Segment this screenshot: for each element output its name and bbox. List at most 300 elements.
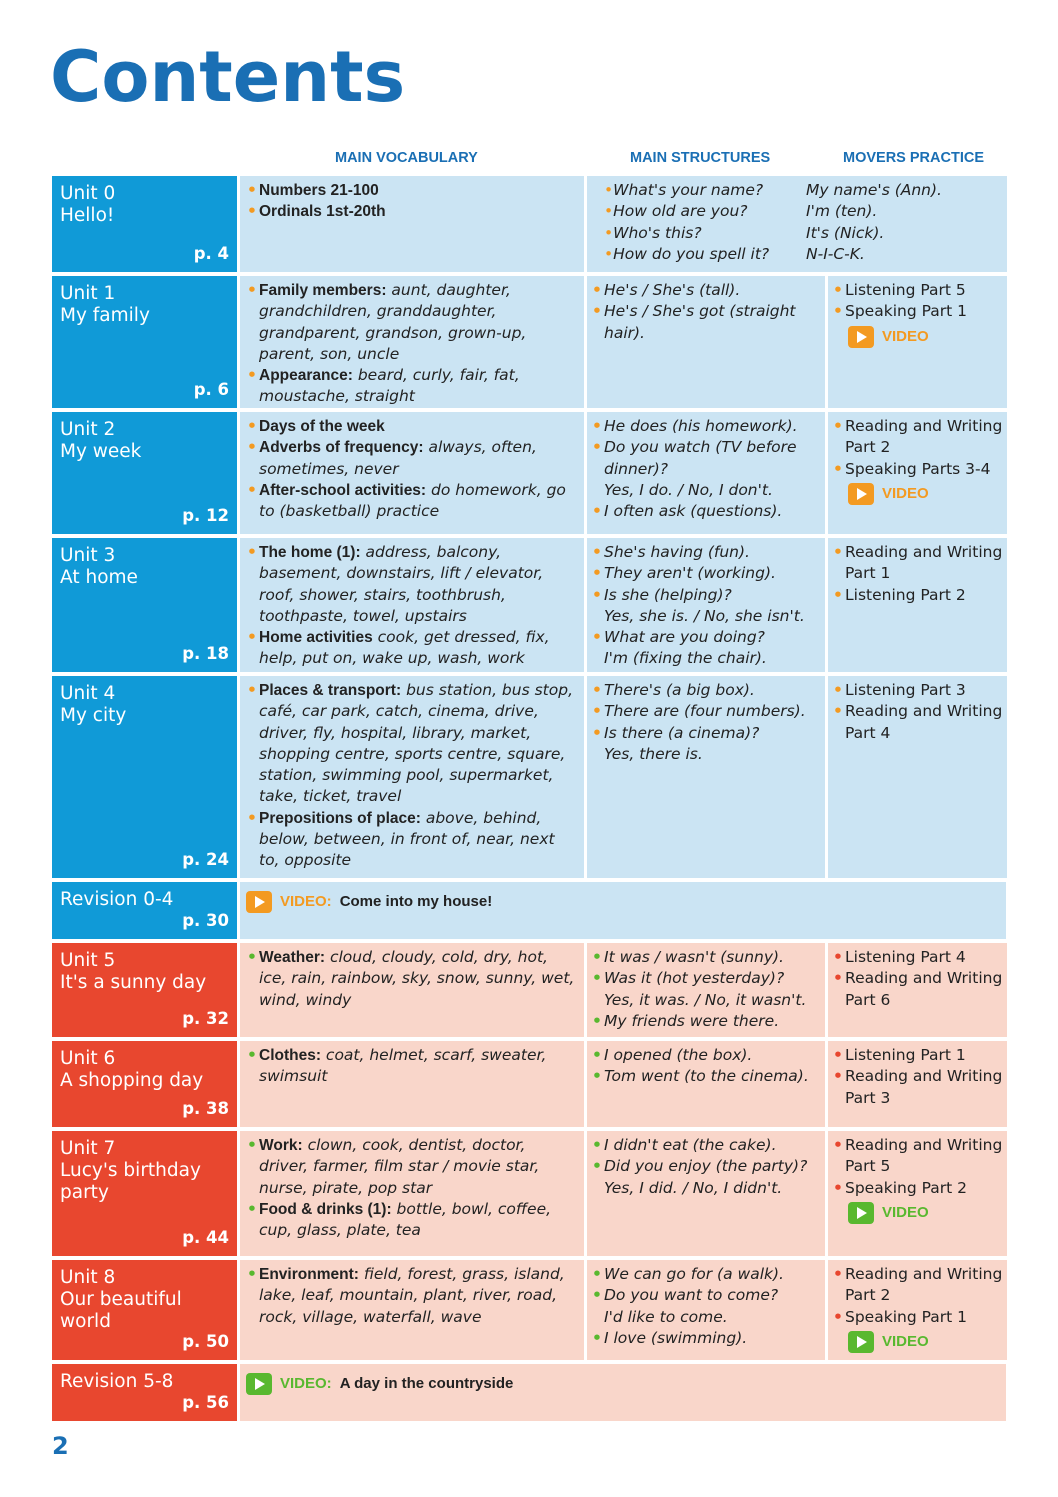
movers-practice-cell (828, 676, 1007, 878)
structure-text: Did you enjoy (the party)? (604, 1157, 808, 1176)
bullet-dot: • (592, 1328, 602, 1347)
movers-list (832, 542, 1003, 606)
bullet-dot: • (592, 702, 602, 721)
movers-item (832, 1307, 1003, 1328)
structure-text: My friends were there. (604, 1011, 780, 1030)
bullet-dot: • (592, 281, 602, 299)
bullet-dot: • (592, 1157, 602, 1176)
bullet-dot: • (833, 1307, 843, 1326)
movers-practice-cell (828, 538, 1007, 672)
movers-text: Listening Part 4 (845, 948, 966, 966)
vocabulary-list (246, 1135, 578, 1241)
unit-title: At home (60, 567, 138, 588)
structures-list (591, 280, 821, 344)
unit-number: Unit 2 (60, 419, 116, 440)
structure-item (591, 648, 821, 669)
row-unit6 (52, 1041, 1007, 1127)
bullet-dot: • (247, 1199, 257, 1218)
bullet-dot: • (247, 438, 257, 457)
unit-number: Revision 5-8 (60, 1371, 174, 1392)
vocabulary-cell (240, 412, 584, 534)
bullet-dot: • (247, 628, 257, 647)
vocabulary-cell (240, 943, 584, 1037)
structure-item (591, 1011, 821, 1032)
bullet-dot: • (247, 1265, 257, 1283)
bullet-dot: • (592, 1286, 602, 1305)
movers-text: Reading and Writing Part 3 (845, 1067, 1003, 1107)
vocabulary-cell (240, 1260, 584, 1360)
vocabulary-list (246, 542, 578, 670)
movers-text: Speaking Part 1 (845, 302, 967, 321)
structure-item (591, 627, 821, 648)
vocabulary-words: clown, cook, dentist, doctor, driver, farmer, film star / movie star, nurse, pirate, pop star (259, 1136, 540, 1197)
vocabulary-term: Days of the week (259, 418, 385, 435)
movers-item (832, 947, 1003, 968)
movers-practice-cell (828, 1041, 1007, 1127)
bullet-dot: • (833, 281, 843, 299)
vocabulary-words: cook, get dressed, fix, help, put on, wake up, wash, work (259, 628, 550, 668)
unit-title: Our beautiful world (60, 1289, 182, 1332)
movers-item (832, 459, 1003, 480)
structure-text: What are you doing? (604, 628, 765, 647)
video-link[interactable] (246, 891, 492, 913)
video-link[interactable] (848, 1331, 929, 1353)
video-link[interactable] (848, 483, 929, 505)
unit-number: Unit 4 (60, 683, 116, 704)
structure-text: Do you want to come? (604, 1286, 779, 1305)
vocabulary-term: Adverbs of frequency: (259, 439, 424, 457)
movers-practice-cell (828, 1260, 1007, 1360)
video-label: VIDEO (882, 485, 929, 503)
structure-answer: It's (Nick). (806, 223, 885, 242)
structure-text: They aren't (working). (604, 564, 776, 583)
structure-text: I love (swimming). (604, 1328, 748, 1347)
vocabulary-list (246, 280, 578, 408)
structures-cell (587, 1260, 825, 1360)
revision-video-cell (240, 882, 1006, 939)
structure-item (591, 968, 821, 989)
structure-item (591, 542, 821, 563)
vocabulary-item (246, 542, 578, 627)
structure-text: He's / She's got (straight hair). (604, 302, 796, 342)
vocabulary-list (246, 180, 578, 223)
movers-item (832, 585, 1003, 606)
page-title: Contents (50, 36, 406, 118)
movers-practice-cell (828, 1131, 1007, 1256)
bullet-dot: • (592, 948, 602, 966)
structure-item (591, 1156, 821, 1177)
unit-title: Hello! (60, 205, 115, 226)
structure-text: We can go for (a walk). (604, 1265, 784, 1283)
movers-list (832, 416, 1003, 480)
structure-item (591, 701, 821, 722)
movers-text: Listening Part 3 (845, 681, 966, 699)
bullet-dot: • (592, 1046, 602, 1064)
movers-text: Reading and Writing Part 6 (845, 969, 1003, 1009)
vocabulary-cell (240, 1041, 584, 1127)
video-play-icon (246, 891, 272, 913)
movers-text: Speaking Part 2 (845, 1178, 967, 1197)
vocabulary-term: Appearance: (259, 367, 353, 385)
bullet-dot: • (247, 1046, 257, 1064)
structure-question-text: Who's this? (613, 223, 702, 242)
vocabulary-term: Ordinals 1st-20th (259, 203, 386, 221)
unit-cell (52, 538, 237, 672)
structure-item (591, 501, 821, 522)
unit-number: Unit 7 (60, 1138, 116, 1159)
bullet-dot: • (247, 366, 257, 385)
structure-question (591, 180, 806, 201)
video-label: VIDEO (882, 327, 929, 345)
unit-cell (52, 676, 237, 878)
bullet-dot: • (833, 681, 843, 699)
video-label: VIDEO (882, 1204, 929, 1222)
bullet-dot: • (833, 459, 843, 478)
structure-text: Do you watch (TV before dinner)? (604, 438, 797, 478)
unit-number: Unit 8 (60, 1267, 116, 1288)
structure-text: Yes, it was. / No, it wasn't. (604, 990, 807, 1009)
movers-practice-cell (828, 276, 1007, 408)
structures-cell (587, 538, 825, 672)
row-unit5 (52, 943, 1007, 1037)
structure-text: He's / She's (tall). (604, 281, 741, 299)
video-play-icon (848, 483, 874, 505)
bullet-dot: • (592, 564, 602, 583)
vocabulary-cell (240, 276, 584, 408)
bullet-dot: • (592, 628, 602, 647)
bullet-dot: • (604, 223, 614, 242)
structure-question-text: How do you spell it? (613, 244, 770, 263)
header-movers-practice: MOVERS PRACTICE (843, 150, 984, 166)
bullet-dot: • (592, 681, 602, 699)
video-title: A day in the countryside (339, 1375, 514, 1393)
structures-cell (587, 412, 825, 534)
bullet-dot: • (247, 808, 257, 827)
movers-item (832, 1045, 1003, 1066)
video-link[interactable] (848, 326, 929, 348)
unit-page: p. 30 (182, 911, 229, 930)
bullet-dot: • (247, 181, 257, 199)
structure-text: He does (his homework). (604, 417, 798, 435)
unit-page: p. 44 (182, 1228, 229, 1247)
unit-cell (52, 1041, 237, 1127)
vocabulary-term: After-school activities: (259, 481, 427, 499)
vocabulary-words: beard, curly, fair, fat, moustache, straight (259, 366, 520, 406)
structure-pair (591, 180, 1003, 201)
structure-text: I'd like to come. (604, 1307, 728, 1326)
row-unit2 (52, 412, 1007, 534)
unit-page: p. 18 (182, 644, 229, 663)
bullet-dot: • (604, 244, 614, 263)
vocabulary-term: Weather: (259, 949, 326, 966)
vocabulary-words: field, forest, grass, island, lake, leaf, mountain, plant, river, road, rock, village, waterfall, wave (259, 1265, 565, 1326)
vocabulary-item (246, 1045, 578, 1088)
unit-number: Unit 1 (60, 283, 116, 304)
vocabulary-term: Home activities (259, 629, 373, 647)
vocabulary-term: Numbers 21-100 (259, 182, 379, 199)
row-unit1 (52, 276, 1007, 408)
unit-title: Lucy's birthday party (60, 1160, 201, 1203)
vocabulary-cell (240, 176, 584, 272)
structure-text: Yes, she is. / No, she isn't. (604, 606, 805, 625)
movers-text: Listening Part 2 (845, 585, 966, 604)
movers-text: Speaking Part 1 (845, 1307, 967, 1326)
structure-item (591, 1178, 821, 1199)
structure-item (591, 606, 821, 627)
row-rev04 (52, 882, 1006, 939)
vocabulary-term: Clothes: (259, 1047, 321, 1064)
movers-practice-cell (828, 943, 1007, 1037)
bullet-dot: • (833, 948, 843, 966)
vocabulary-list (246, 947, 578, 1011)
bullet-dot: • (247, 948, 257, 966)
movers-text: Listening Part 1 (845, 1046, 966, 1064)
bullet-dot: • (833, 702, 843, 721)
structure-item (591, 1264, 821, 1285)
bullet-dot: • (592, 502, 602, 521)
bullet-dot: • (247, 417, 257, 435)
bullet-dot: • (247, 480, 257, 499)
structure-answer: My name's (Ann). (806, 181, 942, 199)
structure-item (591, 1045, 821, 1066)
unit-cell (52, 1260, 237, 1360)
vocabulary-item (246, 680, 578, 808)
structures-cell (587, 276, 825, 408)
bullet-dot: • (592, 1136, 602, 1154)
structure-question (591, 201, 806, 222)
structures-cell (587, 176, 1007, 272)
row-unit4 (52, 676, 1007, 878)
video-label: VIDEO: (280, 1375, 332, 1393)
bullet-dot: • (247, 1136, 257, 1154)
vocabulary-term: Environment: (259, 1266, 359, 1283)
vocabulary-term: The home (1): (259, 544, 361, 561)
vocabulary-item (246, 201, 578, 222)
movers-item (832, 1178, 1003, 1199)
movers-item (832, 968, 1003, 1011)
structure-answer: N-I-C-K. (806, 244, 865, 263)
bullet-dot: • (833, 585, 843, 604)
unit-cell (52, 412, 237, 534)
structure-text: There are (four numbers). (604, 702, 806, 721)
bullet-dot: • (604, 181, 614, 199)
unit-title: A shopping day (60, 1070, 204, 1091)
movers-text: Listening Part 5 (845, 281, 966, 299)
bullet-dot: • (247, 202, 257, 221)
vocabulary-item (246, 280, 578, 365)
video-play-icon (848, 326, 874, 348)
movers-text: Reading and Writing Part 2 (845, 417, 1003, 457)
structure-text: It was / wasn't (sunny). (604, 948, 784, 966)
vocabulary-words: aunt, daughter, grandchildren, granddaughter, grandparent, grandson, grown-up, parent, son, uncle (259, 281, 527, 363)
structures-list (591, 680, 821, 765)
unit-cell (52, 1364, 237, 1421)
unit-cell (52, 882, 237, 939)
movers-item (832, 701, 1003, 744)
movers-list (832, 1135, 1003, 1199)
unit-page: p. 6 (193, 380, 229, 399)
bullet-dot: • (247, 681, 257, 699)
vocabulary-term: Work: (259, 1137, 303, 1154)
structure-item (591, 1285, 821, 1306)
vocabulary-list (246, 680, 578, 872)
structure-text: Tom went (to the cinema). (604, 1067, 809, 1086)
movers-list (832, 1264, 1003, 1328)
unit-cell (52, 943, 237, 1037)
structure-item (591, 723, 821, 744)
structures-list (591, 1135, 821, 1199)
structure-text: Yes, I did. / No, I didn't. (604, 1178, 783, 1197)
movers-list (832, 1045, 1003, 1109)
vocabulary-term: Prepositions of place: (259, 809, 421, 827)
structures-list (591, 1045, 821, 1088)
structures-list (591, 416, 821, 522)
movers-text: Reading and Writing Part 5 (845, 1136, 1003, 1176)
row-rev58 (52, 1364, 1006, 1421)
bullet-dot: • (833, 417, 843, 435)
vocabulary-words: cloud, cloudy, cold, dry, hot, ice, rain, rainbow, sky, snow, sunny, wet, wind, windy (259, 948, 575, 1009)
structure-pair (591, 201, 1003, 222)
structure-text: There's (a big box). (604, 681, 755, 699)
vocabulary-words: always, often, sometimes, never (259, 438, 537, 478)
bullet-dot: • (592, 1067, 602, 1086)
column-headers (0, 150, 1058, 170)
movers-list (832, 280, 1003, 323)
vocabulary-term: Food & drinks (1): (259, 1200, 392, 1218)
unit-number: Unit 3 (60, 545, 116, 566)
vocabulary-item (246, 480, 578, 523)
vocabulary-item (246, 416, 578, 437)
movers-item (832, 1066, 1003, 1109)
structure-item (591, 585, 821, 606)
bullet-dot: • (833, 1136, 843, 1154)
unit-page: p. 50 (182, 1332, 229, 1351)
structure-text: I opened (the box). (604, 1046, 753, 1064)
unit-page: p. 32 (182, 1009, 229, 1028)
unit-page: p. 4 (193, 244, 229, 263)
structure-pair (591, 223, 1003, 244)
unit-cell (52, 276, 237, 408)
bullet-dot: • (833, 1265, 843, 1283)
vocabulary-cell (240, 1131, 584, 1256)
structure-item (591, 947, 821, 968)
bullet-dot: • (247, 543, 257, 561)
unit-page: p. 56 (182, 1393, 229, 1412)
unit-page: p. 38 (182, 1099, 229, 1118)
structure-item (591, 744, 821, 765)
structure-text: I didn't eat (the cake). (604, 1136, 777, 1154)
bullet-dot: • (592, 417, 602, 435)
row-unit8 (52, 1260, 1007, 1360)
vocabulary-words: do homework, go to (basketball) practice (259, 480, 566, 521)
movers-item (832, 416, 1003, 459)
structure-text: I'm (fixing the chair). (604, 649, 767, 668)
structure-item (591, 990, 821, 1011)
movers-list (832, 680, 1003, 744)
vocabulary-item (246, 947, 578, 1011)
structure-text: Is there (a cinema)? (604, 723, 760, 742)
vocabulary-item (246, 365, 578, 408)
movers-item (832, 280, 1003, 301)
vocabulary-list (246, 1264, 578, 1328)
video-play-icon (848, 1331, 874, 1353)
movers-text: Speaking Parts 3-4 (845, 459, 991, 478)
unit-page: p. 24 (182, 850, 229, 869)
unit-title: My city (60, 705, 127, 726)
structure-item (591, 563, 821, 584)
structures-cell (587, 1131, 825, 1256)
bullet-dot: • (592, 969, 602, 988)
unit-cell (52, 1131, 237, 1256)
bullet-dot: • (833, 1067, 843, 1086)
video-play-icon (246, 1373, 272, 1395)
bullet-dot: • (592, 543, 602, 561)
structure-item (591, 437, 821, 480)
vocabulary-item (246, 1135, 578, 1199)
structure-question-text: What's your name? (613, 181, 764, 199)
structures-cell (587, 943, 825, 1037)
structure-text: She's having (fun). (604, 543, 750, 561)
bullet-dot: • (592, 302, 602, 321)
movers-text: Reading and Writing Part 1 (845, 543, 1003, 583)
movers-item (832, 680, 1003, 701)
structure-item (591, 301, 821, 344)
bullet-dot: • (833, 543, 843, 561)
bullet-dot: • (592, 585, 602, 604)
structure-pair (591, 244, 1003, 265)
unit-number: Unit 5 (60, 950, 116, 971)
unit-number: Unit 6 (60, 1048, 116, 1069)
structure-text: Was it (hot yesterday)? (604, 969, 785, 988)
video-play-icon (848, 1202, 874, 1224)
unit-title: My week (60, 441, 142, 462)
unit-cell (52, 176, 237, 272)
bullet-dot: • (604, 202, 614, 221)
structure-text: Yes, I do. / No, I don't. (604, 480, 773, 499)
bullet-dot: • (592, 1265, 602, 1283)
vocabulary-item (246, 180, 578, 201)
bullet-dot: • (592, 438, 602, 457)
structures-list (591, 947, 821, 1032)
structure-item (591, 416, 821, 437)
structure-item (591, 1307, 821, 1328)
video-label: VIDEO (882, 1333, 929, 1351)
structure-question-text: How old are you? (613, 202, 748, 221)
movers-text: Reading and Writing Part 4 (845, 702, 1003, 742)
video-link[interactable] (246, 1373, 513, 1395)
movers-item (832, 542, 1003, 585)
bullet-dot: • (592, 723, 602, 742)
unit-page: p. 12 (182, 506, 229, 525)
structures-list (591, 1264, 821, 1349)
vocabulary-item (246, 437, 578, 480)
vocabulary-cell (240, 676, 584, 878)
vocabulary-words: bottle, bowl, coffee, cup, glass, plate, tea (259, 1199, 552, 1240)
header-main-structures: MAIN STRUCTURES (630, 150, 771, 166)
header-main-vocabulary: MAIN VOCABULARY (335, 150, 478, 166)
structure-item (591, 1135, 821, 1156)
video-title: Come into my house! (339, 893, 493, 911)
vocabulary-term: Places & transport: (259, 682, 402, 699)
row-unit0 (52, 176, 1007, 272)
unit-number: Unit 0 (60, 183, 116, 204)
structure-text: I often ask (questions). (604, 502, 783, 521)
bullet-dot: • (833, 302, 843, 321)
video-link[interactable] (848, 1202, 929, 1224)
movers-item (832, 301, 1003, 322)
movers-text: Reading and Writing Part 2 (845, 1265, 1003, 1305)
bullet-dot: • (833, 1046, 843, 1064)
